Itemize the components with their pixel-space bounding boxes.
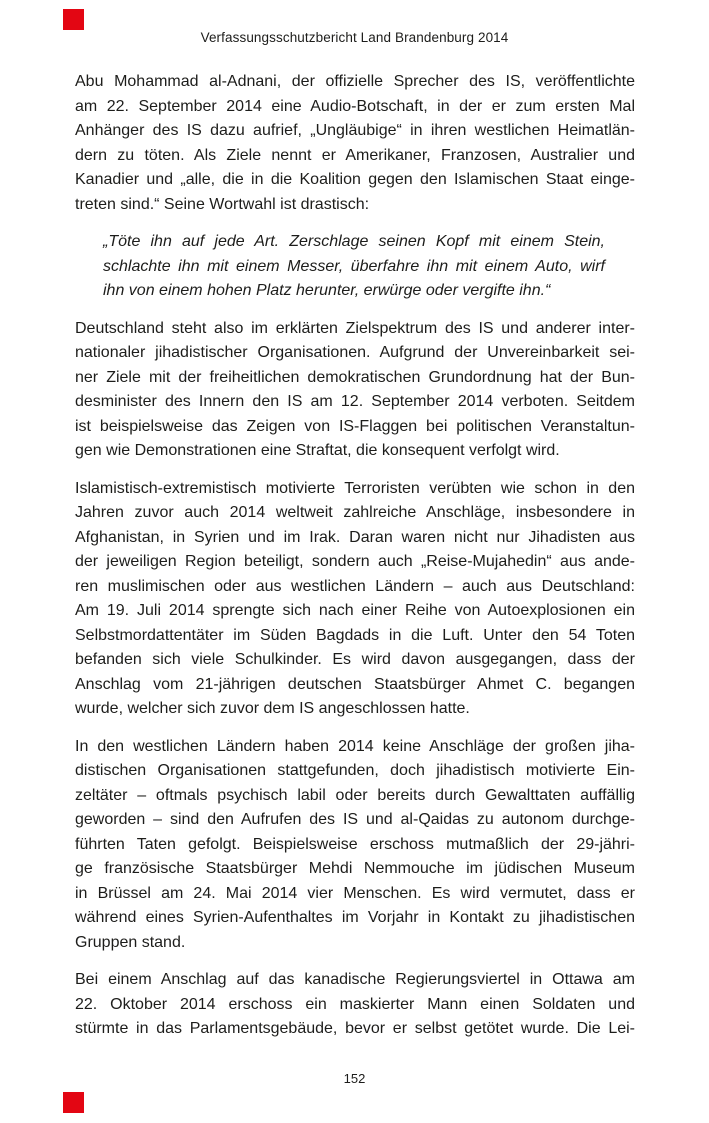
text-line: am 22. September 2014 eine Audio-Botschaft, in der er zum ersten Mal	[75, 97, 635, 115]
text-line: „Töte ihn auf jede Art. Zerschlage seinen Kopf mit einem Stein,	[103, 233, 605, 250]
running-header: Verfassungsschutzbericht Land Brandenburg 2014	[200, 30, 509, 45]
text-line: ge französische Staatsbürger Mehdi Nemmouche im jüdischen Museum	[75, 860, 635, 877]
paragraph	[75, 735, 635, 956]
red-corner-mark-bottom	[63, 1092, 84, 1113]
text-line: Deutschland steht also im erklärten Zielspektrum des IS und anderer inter-	[75, 319, 635, 337]
text-line: ist beispielsweise das Zeigen von IS-Flaggen bei politischen Veranstaltun-	[75, 417, 635, 435]
text-line: Islamistisch-extremistisch motivierte Terroristen verübten wie schon in den	[75, 479, 635, 497]
text-line: in Brüssel am 24. Mai 2014 vier Menschen. Es wird vermutet, dass er	[75, 884, 635, 902]
text-line: Afghanistan, in Syrien und im Irak. Daran waren nicht nur Jihadisten aus	[75, 528, 635, 546]
text-line: Anschlag vom 21-jährigen deutschen Staatsbürger Ahmet C. begangen	[75, 675, 635, 693]
text-line: In den westlichen Ländern haben 2014 keine Anschläge der großen jiha-	[75, 737, 635, 755]
text-line: wurde, welcher sich zuvor dem IS angeschlossen hatte.	[75, 700, 470, 717]
text-line: zeltäter – oftmals psychisch labil oder bereits durch Gewalttaten auffällig	[75, 786, 635, 804]
paragraph	[75, 968, 635, 1042]
text-line: Gruppen stand.	[75, 933, 186, 951]
text-line: Abu Mohammad al-Adnani, der offizielle Sprecher des IS, veröffentlichte	[75, 73, 635, 90]
text-line: befanden sich viele Schulkinder. Es wird davon ausgegangen, dass der	[75, 651, 635, 668]
text-line: Bei einem Anschlag auf das kanadische Regierungsviertel in Ottawa am	[75, 971, 635, 988]
quote-block	[103, 230, 605, 304]
paragraph	[75, 317, 635, 464]
text-line: nationaler jihadistischer Organisationen. Aufgrund der Unvereinbarkeit sei-	[75, 344, 635, 361]
page-number: 152	[343, 1071, 366, 1086]
text-line: distischen Organisationen stattgefunden, doch jihadistisch motivierte Ein-	[75, 762, 635, 779]
paragraph	[75, 477, 635, 722]
text-line: geworden – sind den Aufrufen des IS und al-Qaidas zu autonom durchge-	[75, 811, 635, 828]
text-line: desminister des Innern den IS am 12. September 2014 verboten. Seitdem	[75, 393, 635, 410]
body-text	[75, 70, 635, 1055]
text-line: gen wie Demonstrationen eine Straftat, die konsequent verfolgt wird.	[75, 442, 560, 459]
text-line: ren muslimischen oder aus westlichen Ländern – auch aus Deutschland:	[75, 577, 635, 595]
text-line: Kanadier und „alle, die in die Koalition gegen den Islamischen Staat einge-	[75, 171, 635, 188]
text-line: Selbstmordattentäter im Süden Bagdads in die Luft. Unter den 54 Toten	[75, 626, 635, 644]
text-line: 22. Oktober 2014 erschoss ein maskierter Mann einen Soldaten und	[75, 995, 635, 1013]
text-line: schlachte ihn mit einem Messer, überfahre ihn mit einem Auto, wirf	[103, 257, 605, 275]
text-line: dern zu töten. Als Ziele nennt er Amerikaner, Franzosen, Australier und	[75, 146, 635, 164]
text-line: Jahren zuvor auch 2014 weltweit zahlreiche Anschläge, insbesondere in	[75, 504, 635, 521]
text-line: ner Ziele mit der freiheitlichen demokratischen Grundordnung hat der Bun-	[75, 368, 635, 386]
paragraph	[75, 70, 635, 217]
text-line: stürmte in das Parlamentsgebäude, bevor er selbst getötet wurde. Die Lei-	[75, 1020, 635, 1037]
text-line: führten Taten gefolgt. Beispielsweise erschoss mutmaßlich der 29-jähri-	[75, 835, 635, 853]
text-line: treten sind.“ Seine Wortwahl ist drastisch:	[75, 195, 370, 213]
text-line: Anhänger des IS dazu aufrief, „Ungläubige“ in ihren westlichen Heimatlän-	[75, 122, 635, 139]
red-corner-mark-top	[63, 9, 84, 30]
text-line: Am 19. Juli 2014 sprengte sich nach einer Reihe von Autoexplosionen ein	[75, 602, 635, 619]
text-line: ihn von einem hohen Platz herunter, erwürge oder vergifte ihn.“	[103, 282, 551, 299]
text-line: während eines Syrien-Aufenthaltes im Vorjahr in Kontakt zu jihadistischen	[75, 909, 635, 926]
text-line: der jeweiligen Region beteiligt, sondern auch „Reise-Mujahedin“ aus ande-	[75, 553, 635, 570]
